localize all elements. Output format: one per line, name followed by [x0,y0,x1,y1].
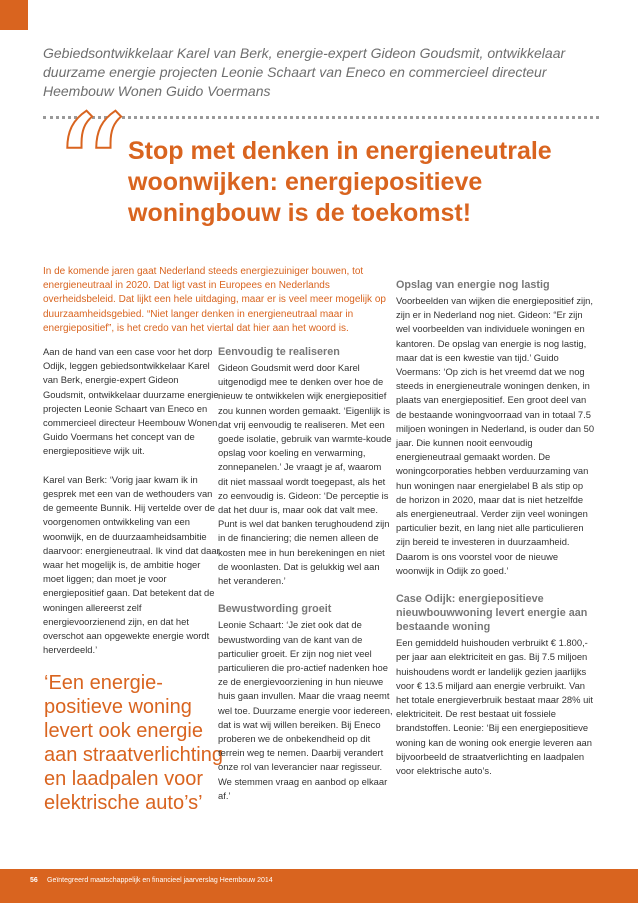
col1-paragraph-1: Aan de hand van een case voor het dorp Odijk, leggen gebiedsontwikkelaar Karel van Berk, energie-expert Gideon Goudsmit, ontwikkelaar duurzame energie projecten Leonie Schaart van Eneco en commercieel directeur Heembouw Wonen Guido Voermans het concept van de energiepositieve wijk uit. [43,346,219,457]
page-number: 56 [30,877,38,884]
subheading-eenvoudig: Eenvoudig te realiseren [218,346,340,358]
col2-paragraph-1: Gideon Goudsmit werd door Karel uitgenodigd mee te denken over hoe de nieuw te ontwikkelen wijk energiepositief zou kunnen worden gemaakt. ‘Eigenlijk is dat vrij eenvoudig te realiseren. Met een goede isolatie, gebruik van warmte-koude opslag voor koeling en verwarming, zonnepanelen.’ Je vraagt je af, waarom dit niet massaal wordt toegepast, als het zo eenvoudig is. Gideon: ‘De perceptie is dat het duur is, maar ook dat valt mee. Punt is wel dat banken terughoudend zijn in de financiering; die nemen alleen de kosten mee in hun berekeningen en niet de woonlasten. Dat is gelukkig wel aan het veranderen.’ [218,362,392,587]
intro-participants: Gebiedsontwikkelaar Karel van Berk, energie-expert Gideon Goudsmit, ontwikkelaar duurzame energie projecten Leonie Schaart van Eneco en commercieel directeur Heembouw Wonen Guido Voermans [43,45,566,99]
column-left [43,345,223,657]
corner-accent-block [0,0,28,30]
column-middle [218,345,393,803]
subheading-opslag: Opslag van energie nog lastig [396,279,550,291]
footer-bar [0,869,638,903]
lead-paragraph: In de komende jaren gaat Nederland steeds energiezuiniger bouwen, tot energieneutraal in 2020. Dat ligt vast in Europees en Nederlands overheidsbeleid. Dat lijkt een hele uitdaging, maar er is veel meer mogelijk op duurzaamheidsgebied. “Niet langer denken in energieneutraal maar in energiepositief”, is het credo van het viertal dat hier aan het woord is. [43,266,386,334]
subheading-bewustwording: Bewustwording groeit [218,603,332,616]
col2-paragraph-2: Leonie Schaart: ‘Je ziet ook dat de bewustwording van de kant van de particulier groeit. Er zijn nog niet veel particulieren die pro-actief nadenken hoe ze de energievoorziening in hun nieuwe huis gaan invullen. Maar die vraag neemt wel toe. Duurzame energie voor iedereen, dat is wat wij willen bereiken. Bij Eneco proberen we de onbekendheid op dit terrein weg te nemen. Daarbij verandert onze rol van leverancier naar regisseur. We stemmen vraag en aanbod op elkaar af.’ [218,619,393,801]
footer-text: Geïntegreerd maatschappelijk en financieel jaarverslag Heembouw 2014 [47,877,273,884]
col3-paragraph-2: Een gemiddeld huishouden verbruikt € 1.800,- per jaar aan elektriciteit en gas. Bij 7.5 miljoen huishoudens wordt er landelijk gezien jaarlijks voor € 13.5 miljard aan energie verbruikt. Van het totale energieverbruik bestaat maar 28% uit elektriciteit. De rest bestaat uit fossiele brandstoffen. Leonie: ‘Bij een energiepositieve woning kan de woning ook energie leveren aan bijvoorbeeld de straatverlichting en laadpalen voor elektrische auto’s. [396,637,593,777]
pull-quote: ‘Een energie-positieve woning levert ook energie aan straatverlichting en laadpalen voor elektrische auto’s’ [44,672,223,814]
quote-mark-icon: “ [52,84,115,258]
subheading-case-odijk: Case Odijk: energiepositieve nieuwbouwwoning levert energie aan bestaande woning [396,593,588,634]
column-right [396,278,596,778]
col1-paragraph-2: Karel van Berk: ‘Vorig jaar kwam ik in gesprek met een van de wethouders van de gemeente Bunnik. Hij vertelde over de voorgenomen ontwikkeling van een woonwijk, en de duurzaamheidsambitie daarvoor: energieneutraal. Ik vind dat daar waar het mogelijk is, de ambitie hoger moet liggen; dan moet je voor energiepositief gaan. Dat betekent dat de woningen allereerst zelf energievoorzienend zijn, en dat het overschot aan opgewekte energie wordt herverdeeld.’ [43,473,220,656]
col3-paragraph-1: Voorbeelden van wijken die energiepositief zijn, zijn er in Nederland nog niet. Gideon: “Er zijn wel voorbeelden van individuele woningen en kantoren. De opslag van energie is nog lastig, maar dat is een kwestie van tijd.’ Guido Voermans: ‘Op zich is het vreemd dat we nog steeds in energieneutrale woningen denken, in plaats van energiepositief. Een groot deel van de bestaande woningvoorraad van in totaal 7.5 miljoen woningen in Nederland, is ouder dan 50 jaar. Die kunnen nooit eenvoudig energieneutraal gemaakt worden. De woningcorporaties hebben verduurzaming van hun woningen naar energielabel B als stip op de horizon in 2020, maar dat is niet hetzelfde als energieneutraal. Verder zijn veel woningen particulier bezit, en lang niet alle particulieren zijn bereid te investeren in duurzaamheid. Daarom is ons voorstel voor de nieuwe woonwijk in Odijk zo goed.’ [396,295,595,576]
headline: Stop met denken in energieneutrale woonwijken: energiepositieve woningbouw is de toekomst! [128,137,552,227]
